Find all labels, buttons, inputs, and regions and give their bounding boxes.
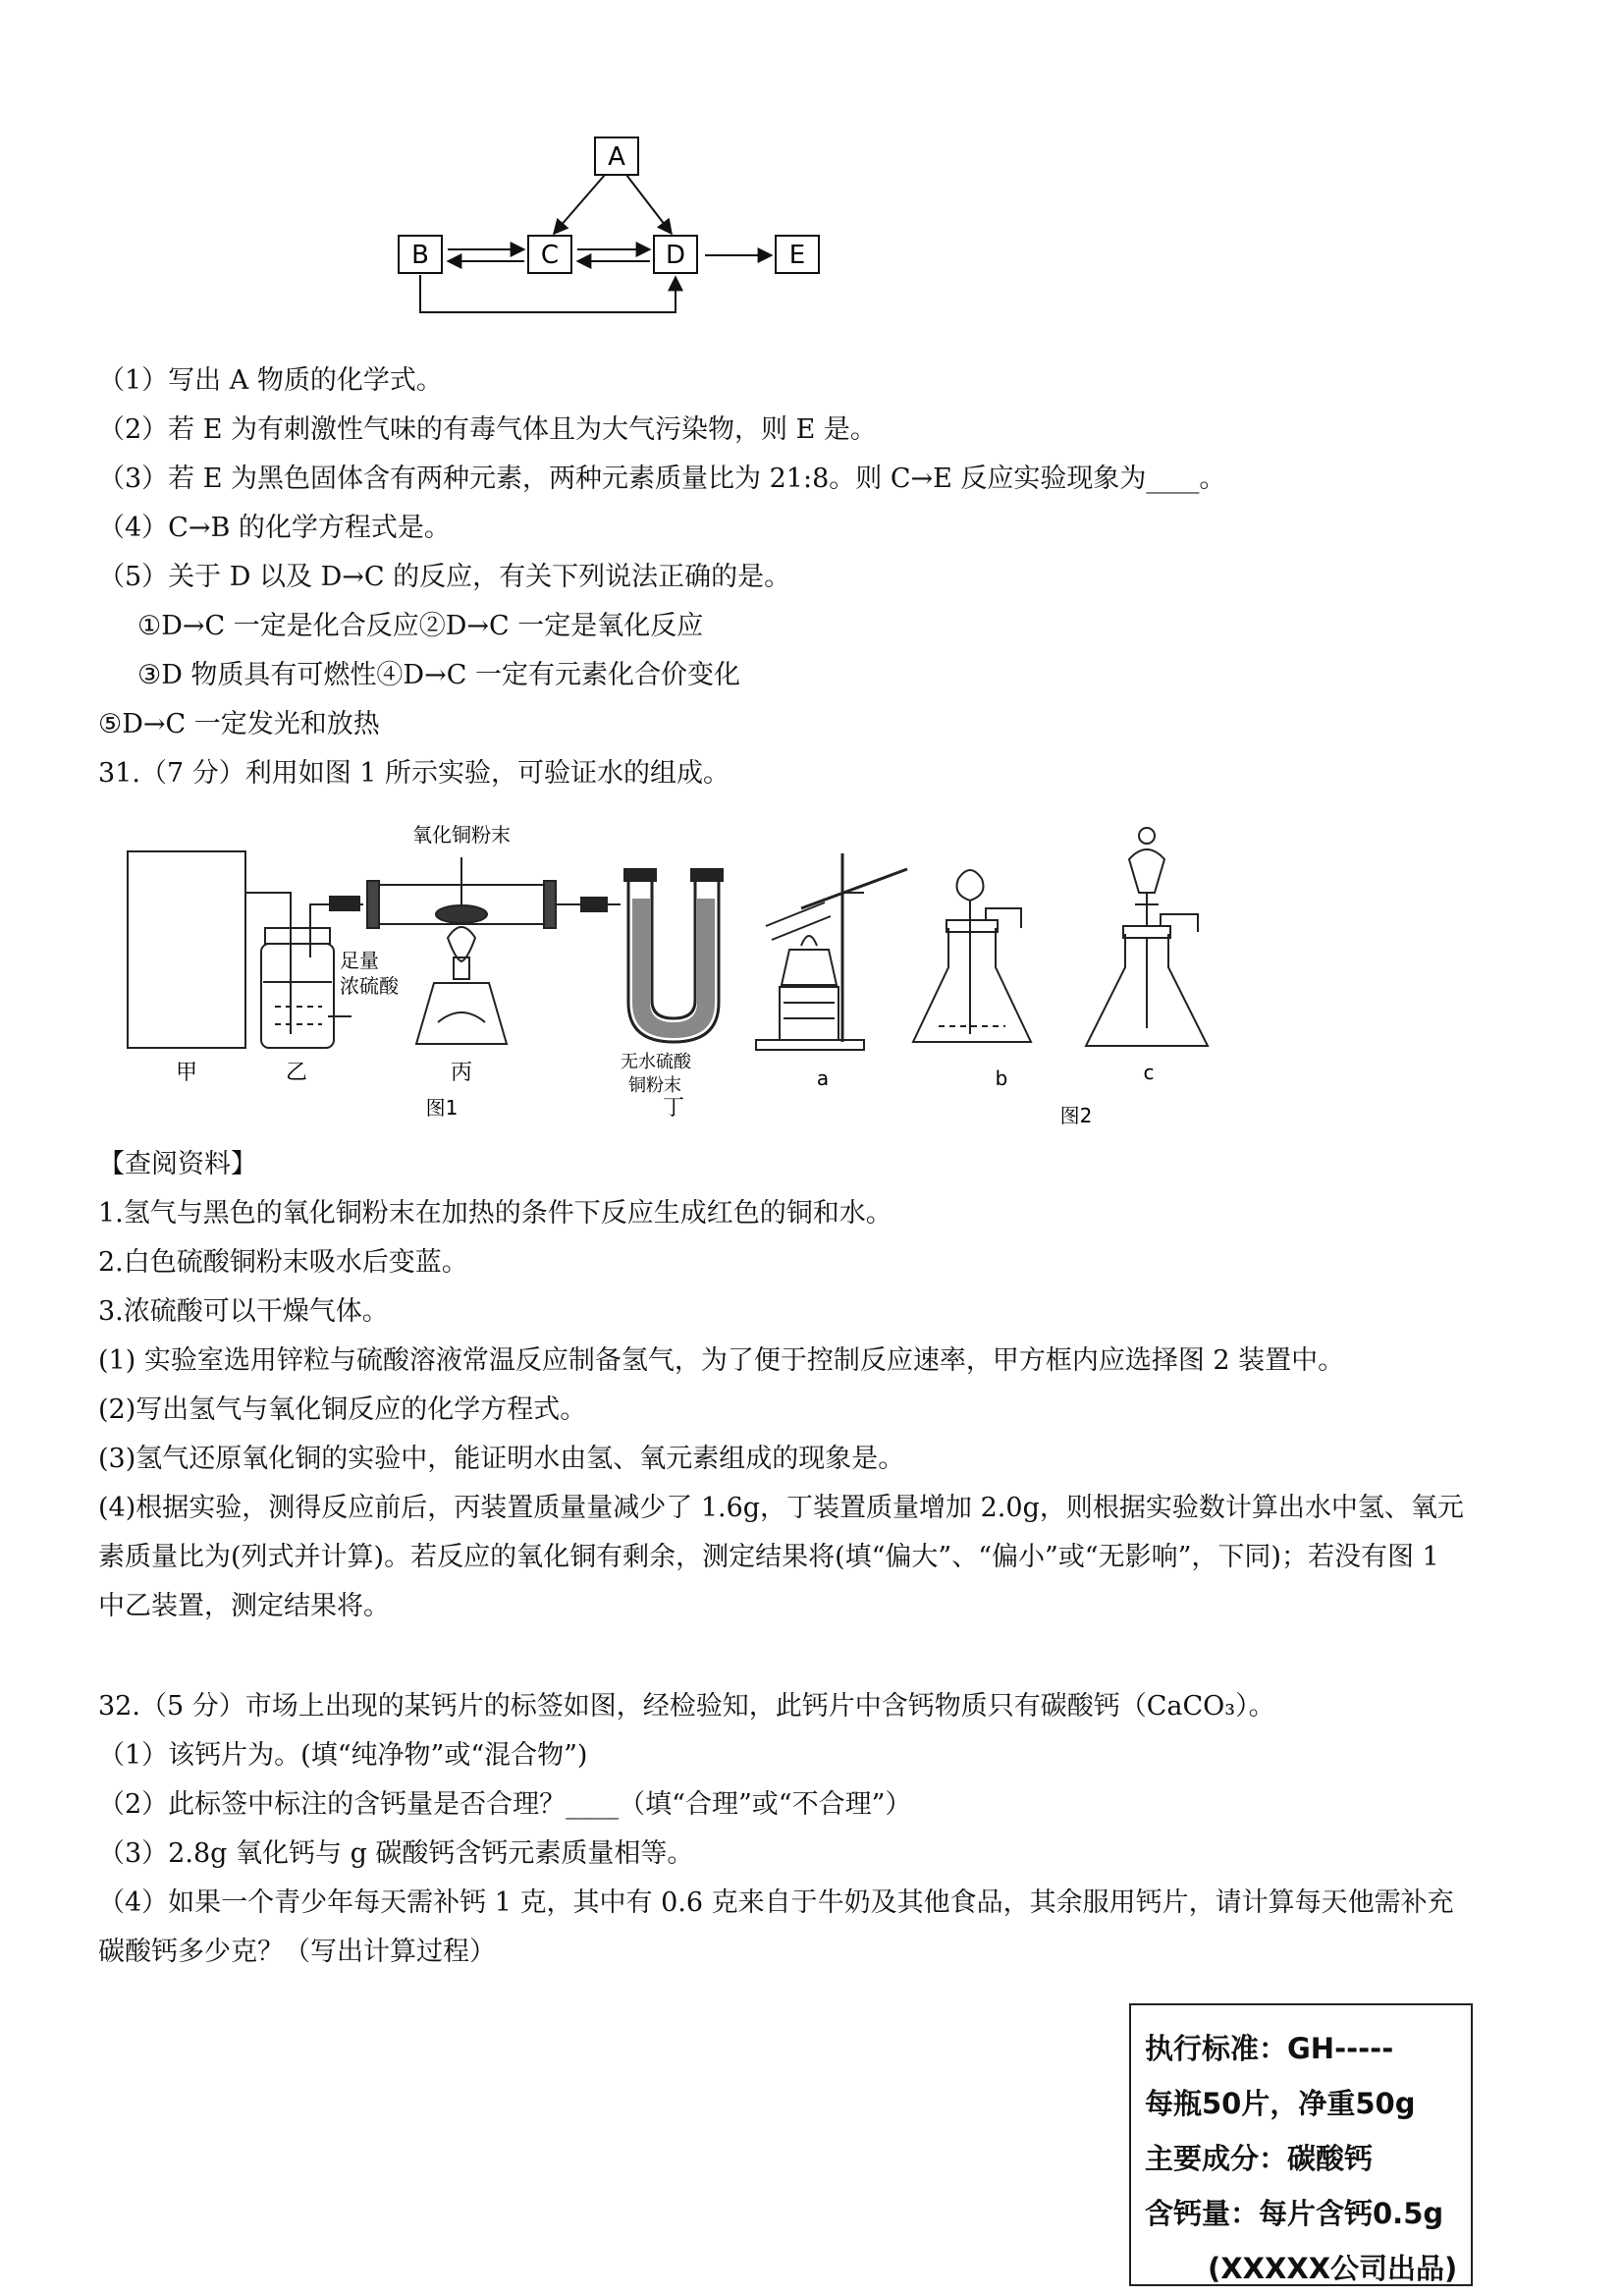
q31-part3: (3)氢气还原氧化铜的实验中，能证明水由氢、氧元素组成的现象是。 xyxy=(98,1444,905,1474)
label-acid-1: 足量 xyxy=(340,949,379,972)
node-c: C xyxy=(540,241,560,270)
label-manufacturer: (XXXXX公司出品) xyxy=(1208,2252,1458,2285)
bottle-yi-stopper xyxy=(265,928,330,944)
q30-option-5: ⑤D→C 一定发光和放热 xyxy=(98,709,380,739)
q31-part4-line3: 中乙装置，测定结果将。 xyxy=(98,1591,390,1621)
q31-part4-line2: 素质量比为(列式并计算)。若反应的氧化铜有剩余，测定结果将(填“偏大”、“偏小”或“无影响”，下同)；若没有图 1 xyxy=(98,1542,1439,1572)
q31-title: 31.（7 分）利用如图 1 所示实验，可验证水的组成。 xyxy=(98,758,730,789)
bottle-yi xyxy=(261,944,334,1048)
label-bing: 丙 xyxy=(450,1061,473,1085)
label-ingredient: 主要成分：碳酸钙 xyxy=(1145,2142,1374,2175)
q30-part5: （5）关于 D 以及 D→C 的反应，有关下列说法正确的是。 xyxy=(98,562,791,592)
q30-part4: （4）C→B 的化学方程式是。 xyxy=(98,513,451,543)
q30-part1: （1）写出 A 物质的化学式。 xyxy=(98,365,443,396)
label-cuso4-1: 无水硫酸 xyxy=(621,1052,691,1072)
q32-part4-line2: 碳酸钙多少克？（写出计算过程） xyxy=(98,1937,496,1967)
calcium-label xyxy=(1129,2003,1473,2286)
label-fig2: 图2 xyxy=(1059,1104,1093,1127)
q30-options-1-2: ①D→C 一定是化合反应②D→C 一定是氧化反应 xyxy=(137,611,704,641)
apparatus-figure xyxy=(118,810,1217,1134)
stand-a-base xyxy=(756,1040,864,1050)
label-fig1: 图1 xyxy=(425,1096,459,1120)
node-e: E xyxy=(788,241,806,270)
label-c: c xyxy=(1143,1061,1155,1084)
q32-part4-line1: （4）如果一个青少年每天需补钙 1 克，其中有 0.6 克来自于牛奶及其他食品，其余服用钙片，请计算每天他需补充 xyxy=(98,1887,1454,1918)
reference-3: 3.浓硫酸可以干燥气体。 xyxy=(98,1296,389,1327)
label-standard: 执行标准：GH----- xyxy=(1145,2032,1394,2065)
node-b: B xyxy=(411,241,429,270)
q32-title: 32.（5 分）市场上出现的某钙片的标签如图，经检验知，此钙片中含钙物质只有碳酸钙（CaCO₃）。 xyxy=(98,1691,1275,1722)
label-acid-2: 浓硫酸 xyxy=(340,974,399,998)
q32-part2: （2）此标签中标注的含钙量是否合理？____（填“合理”或“不合理”） xyxy=(98,1789,912,1820)
q31-part1: (1) 实验室选用锌粒与硫酸溶液常温反应制备氢气，为了便于控制反应速率，甲方框内应选择图 2 装置中。 xyxy=(98,1345,1345,1376)
flask-b xyxy=(913,928,1031,1042)
reference-2: 2.白色硫酸铜粉末吸水后变蓝。 xyxy=(98,1247,468,1278)
label-b: b xyxy=(995,1066,1008,1090)
relationship-diagram xyxy=(373,128,844,324)
wood-block xyxy=(780,987,838,1040)
reference-heading: 【查阅资料】 xyxy=(98,1149,257,1179)
node-a: A xyxy=(608,142,625,172)
label-yi: 乙 xyxy=(285,1061,308,1085)
q30-part2: （2）若 E 为有刺激性气味的有毒气体且为大气污染物，则 E 是。 xyxy=(98,414,877,445)
q31-part4-line1: (4)根据实验，测得反应前后，丙装置质量量减少了 1.6g，丁装置质量增加 2.0g，则根据实验数计算出水中氢、氧元 xyxy=(98,1493,1464,1523)
q31-part2: (2)写出氢气与氧化铜反应的化学方程式。 xyxy=(98,1394,587,1425)
reference-1: 1.氢气与黑色的氧化铜粉末在加热的条件下反应生成红色的铜和水。 xyxy=(98,1198,892,1229)
q30-part3: （3）若 E 为黑色固体含有两种元素，两种元素质量比为 21:8。则 C→E 反应实验现象为____。 xyxy=(98,464,1226,494)
q32-part3: （3）2.8g 氧化钙与 g 碳酸钙含钙元素质量相等。 xyxy=(98,1838,694,1869)
label-calcium-content: 含钙量：每片含钙0.5g xyxy=(1145,2197,1444,2230)
label-count-weight: 每瓶50片，净重50g xyxy=(1145,2087,1416,2120)
label-cuso4-2: 铜粉末 xyxy=(628,1075,681,1096)
box-jia xyxy=(128,851,245,1048)
label-jia: 甲 xyxy=(175,1061,198,1085)
label-ding: 丁 xyxy=(662,1096,685,1121)
label-cuo: 氧化铜粉末 xyxy=(412,823,511,847)
q30-options-3-4: ③D 物质具有可燃性④D→C 一定有元素化合价变化 xyxy=(137,660,740,690)
label-a: a xyxy=(816,1066,830,1090)
node-d: D xyxy=(665,241,686,270)
q32-part1: （1）该钙片为。(填“纯净物”或“混合物”) xyxy=(98,1740,588,1771)
